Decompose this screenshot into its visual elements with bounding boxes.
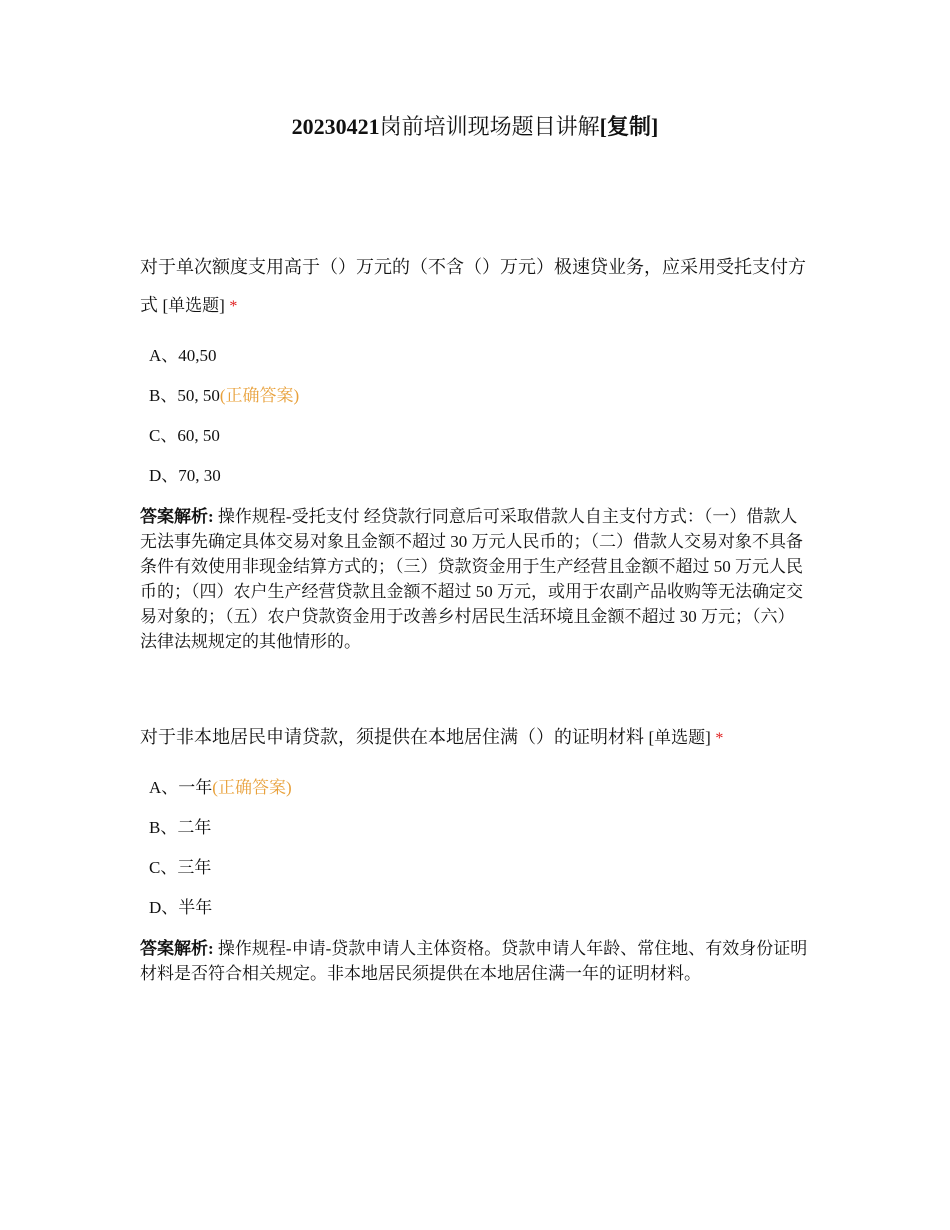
- required-star: *: [715, 730, 724, 747]
- option-label: D、70, 30: [149, 466, 221, 485]
- option-label: B、50, 50: [149, 386, 220, 405]
- option-c: [140, 848, 820, 888]
- option-a: [140, 768, 820, 808]
- option-label: C、60, 50: [149, 426, 220, 445]
- option-c: [140, 416, 820, 456]
- option-b: [140, 376, 820, 416]
- option-label: B、二年: [149, 818, 212, 837]
- analysis-label: 答案解析:: [140, 939, 214, 958]
- options-list: [140, 768, 820, 928]
- question-type: [单选题]: [648, 728, 711, 747]
- page-title: [0, 110, 950, 144]
- correct-answer-tag: (正确答案): [219, 386, 300, 405]
- option-d: [140, 456, 820, 496]
- analysis-label: 答案解析:: [140, 507, 214, 526]
- question-stem: [140, 248, 820, 326]
- analysis-text: 操作规程-受托支付 经贷款行同意后可采取借款人自主支付方式：（一）借款人无法事先确定具体交易对象且金额不超过 30 万元人民币的；（二）借款人交易对象不具备条件有效使用非现金结算方式的；（三）贷款资金用于生产经营且金额不超过 50 万元人民币的；（四）农户生产经营贷款且金额不超过 50 万元，或用于农副产品收购等无法确定交易对象的；（五）农户贷款资金用于改善乡村居民生活环境且金额不超过 30 万元；（六）法律法规规定的其他情形的。: [140, 507, 803, 651]
- option-label: A、40,50: [149, 346, 217, 365]
- question-type: [单选题]: [162, 296, 225, 315]
- correct-answer-tag: (正确答案): [212, 778, 292, 797]
- title-bracket: [复制]: [599, 114, 659, 139]
- question-2: [140, 718, 820, 986]
- title-number: 20230421: [291, 114, 380, 139]
- question-stem-text: 对于单次额度支用高于（）万元的（不含（）万元）极速贷业务，应采用受托支付方式: [140, 257, 806, 315]
- option-label: C、三年: [149, 858, 212, 877]
- question-1: [140, 248, 820, 654]
- option-label: A、一年: [149, 778, 213, 797]
- question-stem-text: 对于非本地居民申请贷款，须提供在本地居住满（）的证明材料: [140, 727, 644, 747]
- options-list: [140, 336, 820, 496]
- required-star: *: [229, 298, 238, 315]
- option-d: [140, 888, 820, 928]
- answer-analysis: [140, 504, 808, 654]
- analysis-text: 操作规程-申请-贷款申请人主体资格。贷款申请人年龄、常住地、有效身份证明材料是否符合相关规定。非本地居民须提供在本地居住满一年的证明材料。: [140, 939, 808, 983]
- option-a: [140, 336, 820, 376]
- option-label: D、半年: [149, 898, 213, 917]
- option-b: [140, 808, 820, 848]
- question-stem: [140, 718, 820, 758]
- title-text: 岗前培训现场题目讲解: [379, 114, 600, 139]
- answer-analysis: [140, 936, 808, 986]
